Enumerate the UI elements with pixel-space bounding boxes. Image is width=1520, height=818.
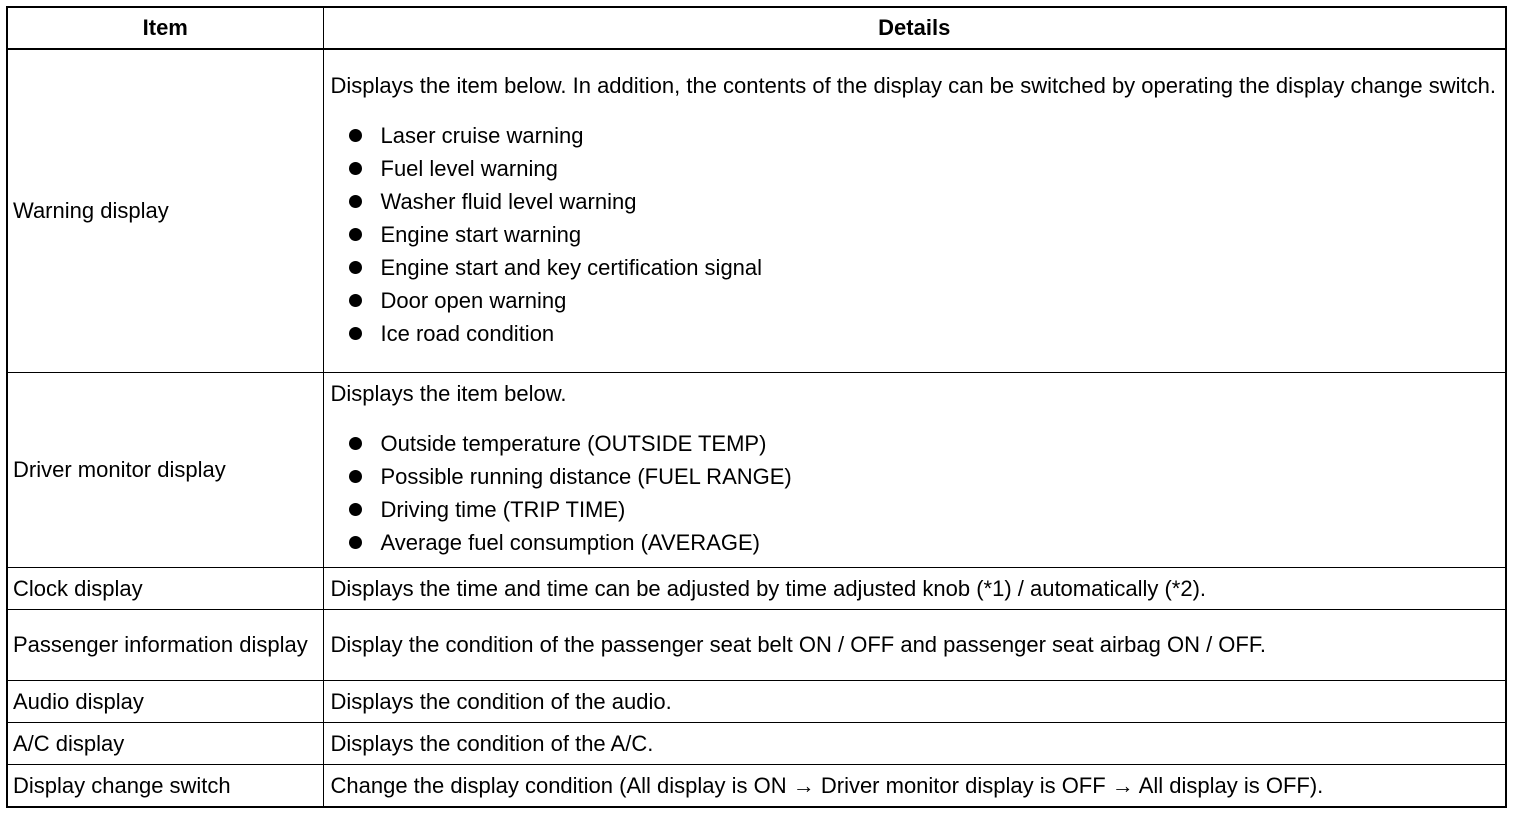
details-cell: Displays the condition of the audio. bbox=[323, 681, 1506, 723]
list-item-text: Average fuel consumption (AVERAGE) bbox=[380, 530, 760, 555]
list-item-text: Laser cruise warning bbox=[380, 122, 584, 148]
table-row bbox=[7, 723, 1506, 765]
details-column-header: Details bbox=[323, 7, 1506, 49]
bullet-icon bbox=[349, 470, 362, 483]
bullet-icon bbox=[349, 261, 362, 274]
details-cell bbox=[323, 373, 1506, 568]
list-item bbox=[347, 284, 1501, 317]
item-cell: Passenger information display bbox=[7, 610, 323, 681]
item-cell: Clock display bbox=[7, 568, 323, 610]
bullet-icon bbox=[349, 294, 362, 307]
bullet-icon bbox=[349, 129, 362, 142]
table-row bbox=[7, 49, 1506, 373]
table-row bbox=[7, 765, 1506, 808]
list-item bbox=[347, 493, 1501, 526]
table-row bbox=[7, 610, 1506, 681]
table-row bbox=[7, 568, 1506, 610]
item-cell: Display change switch bbox=[7, 765, 323, 808]
bullet-icon bbox=[349, 195, 362, 208]
list-item bbox=[347, 218, 1501, 251]
details-cell: Display the condition of the passenger seat belt ON / OFF and passenger seat airbag ON / OFF. bbox=[323, 610, 1506, 681]
list-item-text: Engine start warning bbox=[380, 221, 582, 247]
item-column-header: Item bbox=[7, 7, 323, 49]
list-item bbox=[347, 185, 1501, 218]
details-intro: Displays the item below. bbox=[330, 381, 567, 406]
bullet-icon bbox=[349, 437, 362, 450]
table-row bbox=[7, 681, 1506, 723]
list-item-text: Fuel level warning bbox=[380, 155, 558, 181]
display-functions-table bbox=[6, 6, 1507, 808]
list-item bbox=[347, 460, 1501, 493]
details-cell bbox=[323, 49, 1506, 373]
list-item-text: Washer fluid level warning bbox=[380, 188, 637, 214]
table-header bbox=[7, 7, 1506, 49]
list-item bbox=[347, 427, 1501, 460]
details-intro: Displays the item below. In addition, the contents of the display can be switched by operating the display change switch. bbox=[330, 72, 1496, 98]
list-item bbox=[347, 119, 1501, 152]
list-item-text: Door open warning bbox=[380, 287, 567, 313]
details-cell: Displays the condition of the A/C. bbox=[323, 723, 1506, 765]
list-item-text: Outside temperature (OUTSIDE TEMP) bbox=[380, 431, 767, 456]
list-item-text: Ice road condition bbox=[380, 320, 555, 346]
header-row bbox=[7, 7, 1506, 49]
list-item bbox=[347, 317, 1501, 350]
item-cell: Audio display bbox=[7, 681, 323, 723]
list-item-text: Driving time (TRIP TIME) bbox=[380, 497, 626, 522]
item-cell: Warning display bbox=[7, 49, 323, 373]
bullet-icon bbox=[349, 327, 362, 340]
details-cell: Displays the time and time can be adjusted by time adjusted knob (*1) / automatically (*2). bbox=[323, 568, 1506, 610]
details-cell: Change the display condition (All display is ON → Driver monitor display is OFF → All display is OFF). bbox=[323, 765, 1506, 808]
list-item bbox=[347, 152, 1501, 185]
bullet-icon bbox=[349, 228, 362, 241]
bullet-list bbox=[331, 427, 1501, 559]
bullet-icon bbox=[349, 162, 362, 175]
bullet-icon bbox=[349, 536, 362, 549]
list-item bbox=[347, 526, 1501, 559]
bullet-icon bbox=[349, 503, 362, 516]
item-cell: A/C display bbox=[7, 723, 323, 765]
table-row bbox=[7, 373, 1506, 568]
list-item-text: Engine start and key certification signal bbox=[380, 254, 763, 280]
list-item bbox=[347, 251, 1501, 284]
list-item-text: Possible running distance (FUEL RANGE) bbox=[380, 464, 792, 489]
item-cell: Driver monitor display bbox=[7, 373, 323, 568]
bullet-list bbox=[331, 119, 1501, 350]
